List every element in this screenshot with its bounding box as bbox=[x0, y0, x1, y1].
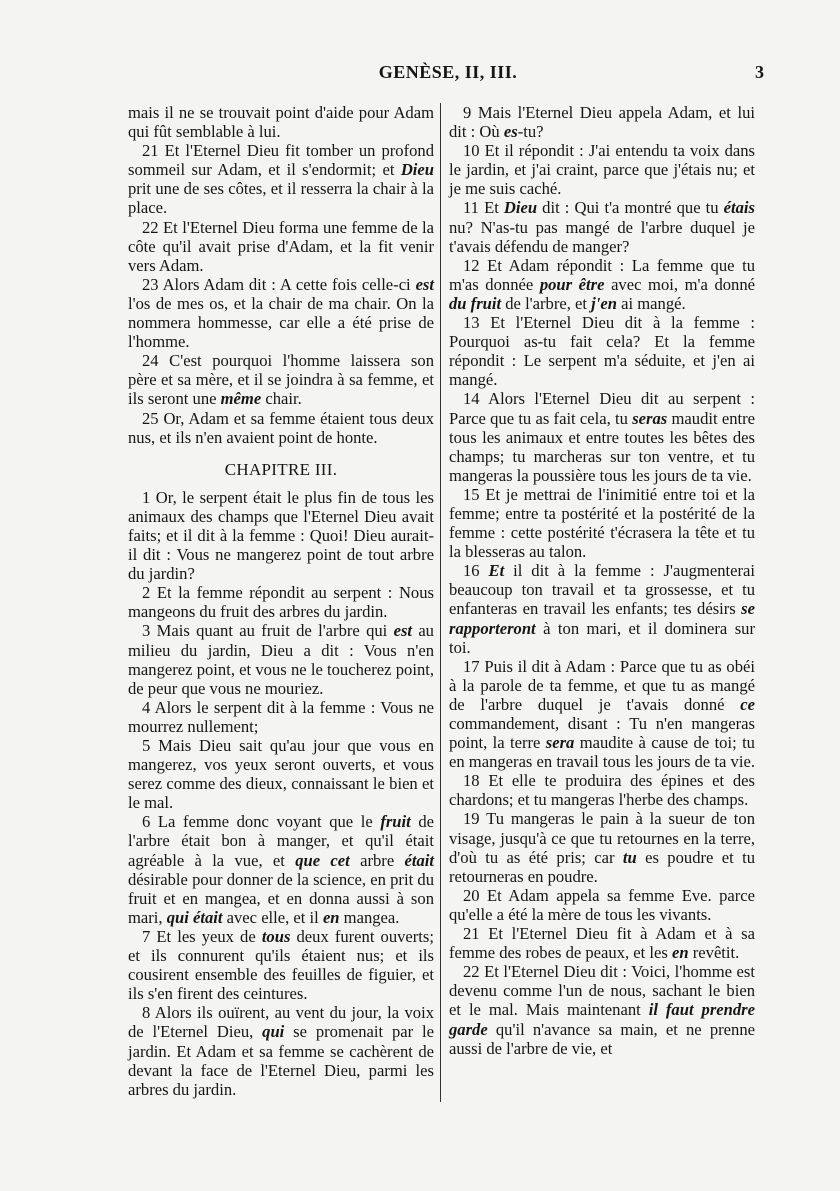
verse-3-9: 9 Mais l'Eternel Dieu appela Adam, et lui dit : Où es-tu? bbox=[449, 103, 755, 142]
verse-3-13: 13 Et l'Eternel Dieu dit à la femme : Pourquoi as-tu fait cela? Et la femme répondit : Le serpent m'a séduite, et j'en ai mangé. bbox=[449, 313, 755, 390]
verse-3-22: 22 Et l'Eternel Dieu dit : Voici, l'homme est devenu comme l'un de nous, sachant le bien et le mal. Mais maintenant il faut prendre garde qu'il n'avance sa main, et ne prenne aussi de l'arbre de vie, et bbox=[449, 962, 755, 1058]
column-divider bbox=[440, 103, 441, 1102]
verse-2-21: 21 Et l'Eternel Dieu fit tomber un profond sommeil sur Adam, et il s'endormit; et Dieu prit une de ses côtes, et il resserra la chair à la place. bbox=[128, 141, 434, 218]
verse-2-22: 22 Et l'Eternel Dieu forma une femme de la côte qu'il avait prise d'Adam, et la fit venir vers Adam. bbox=[128, 217, 434, 275]
verse-3-8: 8 Alors ils ouïrent, au vent du jour, la voix de l'Eternel Dieu, qui se promenait par le jardin. Et Adam et sa femme se cachèrent de devant la face de l'Eternel Dieu, parmi les arbres du jardin. bbox=[128, 1003, 434, 1099]
verse-3-17: 17 Puis il dit à Adam : Parce que tu as obéi à la parole de ta femme, et que tu as mangé de l'arbre duquel je t'avais donné ce commandement, disant : Tu n'en mangeras point, la terre sera maudite à cause de toi; tu en mangeras en travail tous les jours de ta vie. bbox=[449, 656, 755, 772]
verse-3-3: 3 Mais quant au fruit de l'arbre qui est au milieu du jardin, Dieu a dit : Vous n'en mangerez point, et vous ne le toucherez point, de peur que vous ne mouriez. bbox=[128, 621, 434, 698]
verse-continuation: mais il ne se trouvait point d'aide pour Adam qui fût semblable à lui. bbox=[128, 103, 434, 142]
verse-3-18: 18 Et elle te produira des épines et des chardons; et tu mangeras l'herbe des champs. bbox=[449, 771, 755, 810]
verse-3-14: 14 Alors l'Eternel Dieu dit au serpent : Parce que tu as fait cela, tu seras maudit entre tous les animaux et entre toutes les bêtes des champs; tu marcheras sur ton ventre, et tu mangeras la poussière tous les jours de ta vie. bbox=[449, 389, 756, 485]
verse-3-10: 10 Et il répondit : J'ai entendu ta voix dans le jardin, et j'ai craint, parce que j'étais nu; et je me suis caché. bbox=[449, 141, 755, 199]
right-column bbox=[449, 103, 755, 1058]
page-number: 3 bbox=[755, 62, 764, 82]
running-title: GENÈSE, II, III. bbox=[378, 62, 518, 82]
verse-3-6: 6 La femme donc voyant que le fruit de l'arbre était bon à manger, et qu'il était agréable à la vue, et que cet arbre était désirable pour donner de la science, en prit du fruit et en mangea, et en donna aussi à son mari, qui était avec elle, et il en mangea. bbox=[128, 812, 434, 927]
verse-2-24: 24 C'est pourquoi l'homme laissera son père et sa mère, et il se joindra à sa femme, et ils seront une même chair. bbox=[128, 351, 434, 409]
verse-3-11: 11 Et Dieu dit : Qui t'a montré que tu étais nu? N'as-tu pas mangé de l'arbre duquel je t'avais défendu de manger? bbox=[449, 198, 755, 256]
verse-3-5: 5 Mais Dieu sait qu'au jour que vous en mangerez, vos yeux seront ouverts, et vous serez comme des dieux, connaissant le bien et le mal. bbox=[128, 736, 434, 813]
verse-3-19: 19 Tu mangeras le pain à la sueur de ton visage, jusqu'à ce que tu retournes en la terre, d'où tu as été pris; car tu es poudre et tu retourneras en poudre. bbox=[449, 809, 755, 886]
verse-3-20: 20 Et Adam appela sa femme Eve. parce qu'elle a été la mère de tous les vivants. bbox=[449, 885, 755, 924]
page-header bbox=[128, 62, 768, 88]
verse-3-1: 1 Or, le serpent était le plus fin de tous les animaux des champs que l'Eternel Dieu avait faits; et il dit à la femme : Quoi! Dieu aurait-il dit : Vous ne mangerez point de tout arbre du jardin? bbox=[128, 487, 434, 584]
verse-3-4: 4 Alors le serpent dit à la femme : Vous ne mourrez nullement; bbox=[128, 697, 434, 736]
left-column bbox=[128, 103, 434, 1099]
verse-3-21: 21 Et l'Eternel Dieu fit à Adam et à sa femme des robes de peaux, et les en revêtit. bbox=[449, 924, 755, 963]
chapter-heading: CHAPITRE III. bbox=[224, 459, 338, 479]
verse-3-12: 12 Et Adam répondit : La femme que tu m'as donnée pour être avec moi, m'a donné du fruit de l'arbre, et j'en ai mangé. bbox=[449, 255, 755, 313]
verse-2-25: 25 Or, Adam et sa femme étaient tous deux nus, et ils n'en avaient point de honte. bbox=[128, 408, 434, 447]
verse-3-2: 2 Et la femme répondit au serpent : Nous mangeons du fruit des arbres du jardin. bbox=[128, 583, 434, 622]
verse-3-16: 16 Et il dit à la femme : J'augmenterai beaucoup ton travail et ta grossesse, et tu enfanteras en travail les enfants; tes désirs se rapporteront à ton mari, et il dominera sur toi. bbox=[449, 561, 755, 657]
verse-3-7: 7 Et les yeux de tous deux furent ouverts; et ils connurent qu'ils étaient nus; et ils cousirent ensemble des feuilles de figuier, et ils s'en firent des ceintures. bbox=[128, 926, 434, 1004]
verse-2-23: 23 Alors Adam dit : A cette fois celle-ci est l'os de mes os, et la chair de ma chair. On la nommera hommesse, car elle a été prise de l'homme. bbox=[128, 274, 434, 352]
verse-3-15: 15 Et je mettrai de l'inimitié entre toi et la femme; entre ta postérité et la postérité de la femme : cette postérité t'écrasera la tête et tu la blesseras au talon. bbox=[449, 484, 755, 562]
